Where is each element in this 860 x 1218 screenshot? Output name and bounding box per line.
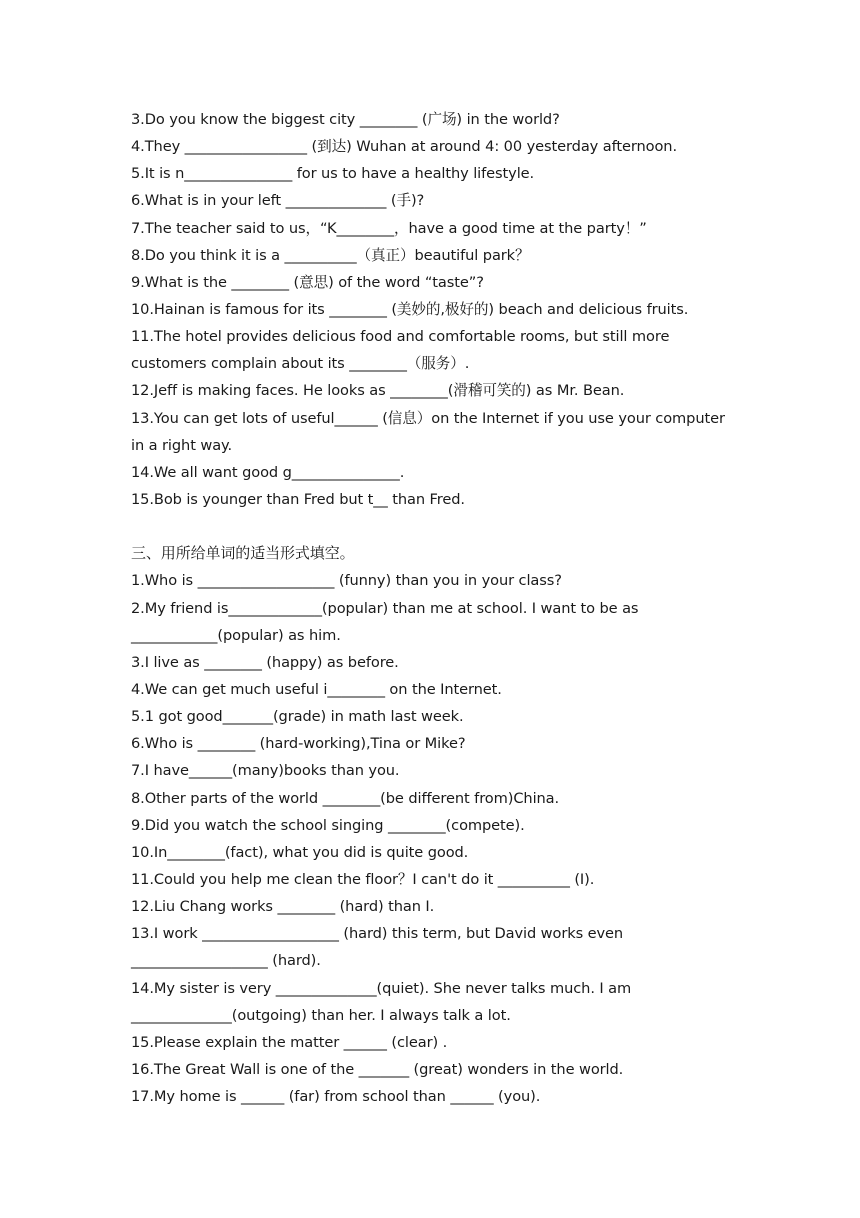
exercise-line: 11.Could you help me clean the floor？I can't do it __________ (I). bbox=[131, 870, 595, 888]
exercise-line: 5.It is n_______________ for us to have a healthy lifestyle. bbox=[131, 165, 535, 183]
exercise-line: 13.I work ___________________ (hard) this term, but David works even bbox=[131, 925, 624, 943]
exercise-line: 13.You can get lots of useful______ (信息）on the Internet if you use your computer bbox=[131, 409, 725, 427]
exercise-line: 10.In________(fact), what you did is quite good. bbox=[131, 843, 469, 861]
section-3-heading: 三、用所给单词的适当形式填空。 bbox=[131, 544, 355, 563]
exercise-line: in a right way. bbox=[131, 436, 233, 454]
exercise-line: 4.We can get much useful i________ on the Internet. bbox=[131, 680, 502, 698]
exercise-line: customers complain about its ________（服务）. bbox=[131, 355, 470, 373]
exercise-line: 12.Jeff is making faces. He looks as ________(滑稽可笑的) as Mr. Bean. bbox=[131, 382, 625, 400]
section-3-list bbox=[131, 567, 741, 1110]
exercise-line: 17.My home is ______ (far) from school than ______ (you). bbox=[131, 1088, 541, 1106]
exercise-line: 2.My friend is_____________(popular) than me at school. I want to be as bbox=[131, 599, 639, 617]
exercise-line: 4.They _________________ (到达) Wuhan at around 4: 00 yesterday afternoon. bbox=[131, 138, 677, 156]
section-spacer bbox=[131, 513, 741, 540]
exercise-line: ___________________ (hard). bbox=[131, 952, 321, 970]
exercise-line: ____________(popular) as him. bbox=[131, 626, 341, 644]
exercise-line: 15.Bob is younger than Fred but t__ than Fred. bbox=[131, 490, 465, 508]
exercise-line: 15.Please explain the matter ______ (clear) . bbox=[131, 1033, 448, 1051]
worksheet-page bbox=[131, 106, 741, 1110]
exercise-line: 11.The hotel provides delicious food and comfortable rooms, but still more bbox=[131, 328, 670, 346]
exercise-line: 7.I have______(many)books than you. bbox=[131, 762, 400, 780]
exercise-line: 14.We all want good g_______________. bbox=[131, 463, 405, 481]
exercise-line: 5.1 got good_______(grade) in math last week. bbox=[131, 708, 464, 726]
exercise-line: 12.Liu Chang works ________ (hard) than I. bbox=[131, 898, 435, 916]
exercise-line: 8.Other parts of the world ________(be different from)China. bbox=[131, 789, 560, 807]
exercise-line: 10.Hainan is famous for its ________ (美妙的,极好的) beach and delicious fruits. bbox=[131, 300, 689, 318]
exercise-line: ______________(outgoing) than her. I always talk a lot. bbox=[131, 1006, 511, 1024]
section-2-list bbox=[131, 106, 741, 513]
exercise-line: 8.Do you think it is a __________（真正）beautiful park？ bbox=[131, 246, 530, 264]
exercise-line: 3.Do you know the biggest city ________ (广场) in the world? bbox=[131, 111, 560, 128]
exercise-line: 9.What is the ________ (意思) of the word “taste”? bbox=[131, 273, 484, 291]
exercise-line: 16.The Great Wall is one of the _______ (great) wonders in the world. bbox=[131, 1060, 624, 1078]
exercise-line: 7.The teacher said to us，“K________，have a good time at the party！” bbox=[131, 219, 647, 237]
exercise-line: 6.What is in your left ______________ (手)? bbox=[131, 192, 425, 210]
exercise-line: 6.Who is ________ (hard-working),Tina or Mike? bbox=[131, 735, 466, 753]
exercise-line: 9.Did you watch the school singing ________(compete). bbox=[131, 816, 525, 834]
exercise-line: 3.I live as ________ (happy) as before. bbox=[131, 653, 399, 671]
exercise-line: 14.My sister is very ______________(quiet). She never talks much. I am bbox=[131, 979, 632, 997]
exercise-line: 1.Who is ___________________ (funny) than you in your class? bbox=[131, 572, 562, 590]
